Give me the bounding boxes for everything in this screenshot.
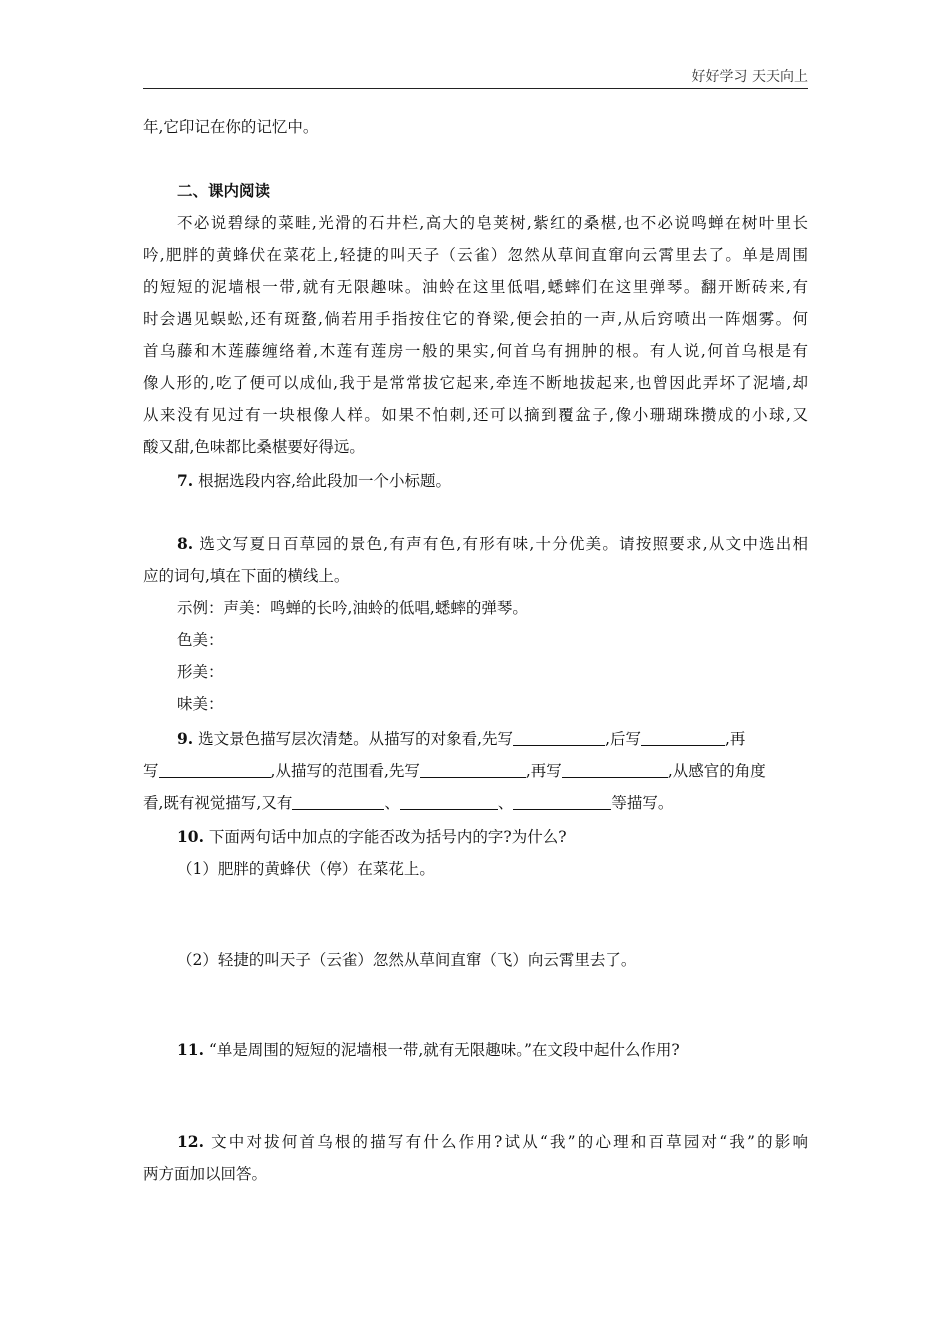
passage-line: 像人形的,吃了便可以成仙,我于是常常拔它起来,牵连不断地拔起来,也曾因此弄坏了泥墙,却 bbox=[143, 374, 808, 392]
question-number: 7. bbox=[177, 471, 194, 490]
question-text: 文中对拔何首乌根的描写有什么作用?试从“我”的心理和百草园对“我”的影响 bbox=[211, 1133, 808, 1151]
q10-sub-1: （1）肥胖的黄蜂伏（停）在菜花上。 bbox=[177, 860, 435, 878]
question-12-line-2: 两方面加以回答。 bbox=[143, 1165, 268, 1183]
question-text: 选文写夏日百草园的景色,有声有色,有形有味,十分优美。请按照要求,从文中选出相 bbox=[199, 535, 808, 553]
answer-blank[interactable] bbox=[292, 793, 384, 810]
question-number: 11. bbox=[177, 1040, 204, 1059]
header-motto: 好好学习 天天向上 bbox=[691, 69, 808, 85]
question-9-line-3 bbox=[143, 793, 673, 813]
q9-text: 选文景色描写层次清楚。从描写的对象看,先写 bbox=[198, 730, 514, 748]
passage-line: 不必说碧绿的菜畦,光滑的石井栏,高大的皂荚树,紫红的桑椹,也不必说鸣蝉在树叶里长 bbox=[177, 214, 808, 232]
answer-blank[interactable] bbox=[159, 761, 271, 778]
passage-line: 时会遇见蜈蚣,还有斑蝥,倘若用手指按住它的脊梁,便会拍的一声,从后窍喷出一阵烟雾。何 bbox=[143, 310, 808, 328]
question-11 bbox=[177, 1040, 680, 1060]
q8-example: 示例：声美：鸣蝉的长吟,油蛉的低唱,蟋蟀的弹琴。 bbox=[177, 599, 528, 617]
q8-shape-answer: 形美： bbox=[177, 663, 224, 681]
question-12-line-1 bbox=[177, 1132, 808, 1152]
q10-sub-2: （2）轻捷的叫天子（云雀）忽然从草间直窜（飞）向云霄里去了。 bbox=[177, 951, 637, 969]
passage-line: 首乌藤和木莲藤缠络着,木莲有莲房一般的果实,何首乌有拥肿的根。有人说,何首乌根是有 bbox=[143, 342, 808, 360]
q9-text: ,从描写的范围看,先写 bbox=[270, 762, 420, 780]
q9-text: ,从感官的角度 bbox=[667, 762, 766, 780]
question-8-line-2: 应的词句,填在下面的横线上。 bbox=[143, 567, 350, 585]
question-7 bbox=[177, 471, 451, 491]
question-number: 9. bbox=[177, 729, 194, 748]
question-10 bbox=[177, 827, 567, 847]
q8-color-answer: 色美： bbox=[177, 631, 224, 649]
question-9-line-2 bbox=[143, 761, 766, 781]
answer-blank[interactable] bbox=[400, 793, 498, 810]
question-number: 10. bbox=[177, 827, 204, 846]
q9-text: ,后写 bbox=[605, 730, 641, 748]
passage-line: 从来没有见过有一块根像人样。如果不怕刺,还可以摘到覆盆子,像小珊瑚珠攒成的小球,又 bbox=[143, 406, 808, 424]
passage-line: 的短短的泥墙根一带,就有无限趣味。油蛉在这里低唱,蟋蟀们在这里弹琴。翻开断砖来,有 bbox=[143, 278, 808, 296]
answer-blank[interactable] bbox=[420, 761, 526, 778]
answer-blank[interactable] bbox=[641, 729, 725, 746]
answer-blank[interactable] bbox=[562, 761, 668, 778]
answer-blank[interactable] bbox=[513, 793, 611, 810]
section-title: 二、课内阅读 bbox=[177, 181, 271, 200]
answer-blank[interactable] bbox=[513, 729, 605, 746]
question-text: 根据选段内容,给此段加一个小标题。 bbox=[198, 472, 452, 490]
question-text: “单是周围的短短的泥墙根一带,就有无限趣味。”在文段中起什么作用? bbox=[208, 1041, 680, 1059]
q8-taste-answer: 味美： bbox=[177, 695, 224, 713]
page-header bbox=[143, 60, 808, 89]
question-number: 8. bbox=[177, 534, 194, 553]
question-text: 下面两句话中加点的字能否改为括号内的字?为什么? bbox=[208, 828, 567, 846]
q9-text: 、 bbox=[384, 794, 400, 812]
passage-line: 酸又甜,色味都比桑椹要好得远。 bbox=[143, 438, 365, 456]
q9-text: 写 bbox=[143, 762, 159, 780]
intro-line: 年,它印记在你的记忆中。 bbox=[143, 118, 319, 136]
q9-text: ,再写 bbox=[525, 762, 562, 780]
question-9-line-1 bbox=[177, 729, 745, 749]
q9-text: 看,既有视觉描写,又有 bbox=[143, 794, 293, 812]
question-8-line-1 bbox=[177, 534, 808, 554]
q9-text: 等描写。 bbox=[611, 794, 674, 812]
q9-text: 、 bbox=[497, 794, 514, 812]
passage-line: 吟,肥胖的黄蜂伏在菜花上,轻捷的叫天子（云雀）忽然从草间直窜向云霄里去了。单是周围 bbox=[143, 246, 808, 264]
q9-text: ,再 bbox=[725, 730, 746, 748]
question-number: 12. bbox=[177, 1132, 204, 1151]
